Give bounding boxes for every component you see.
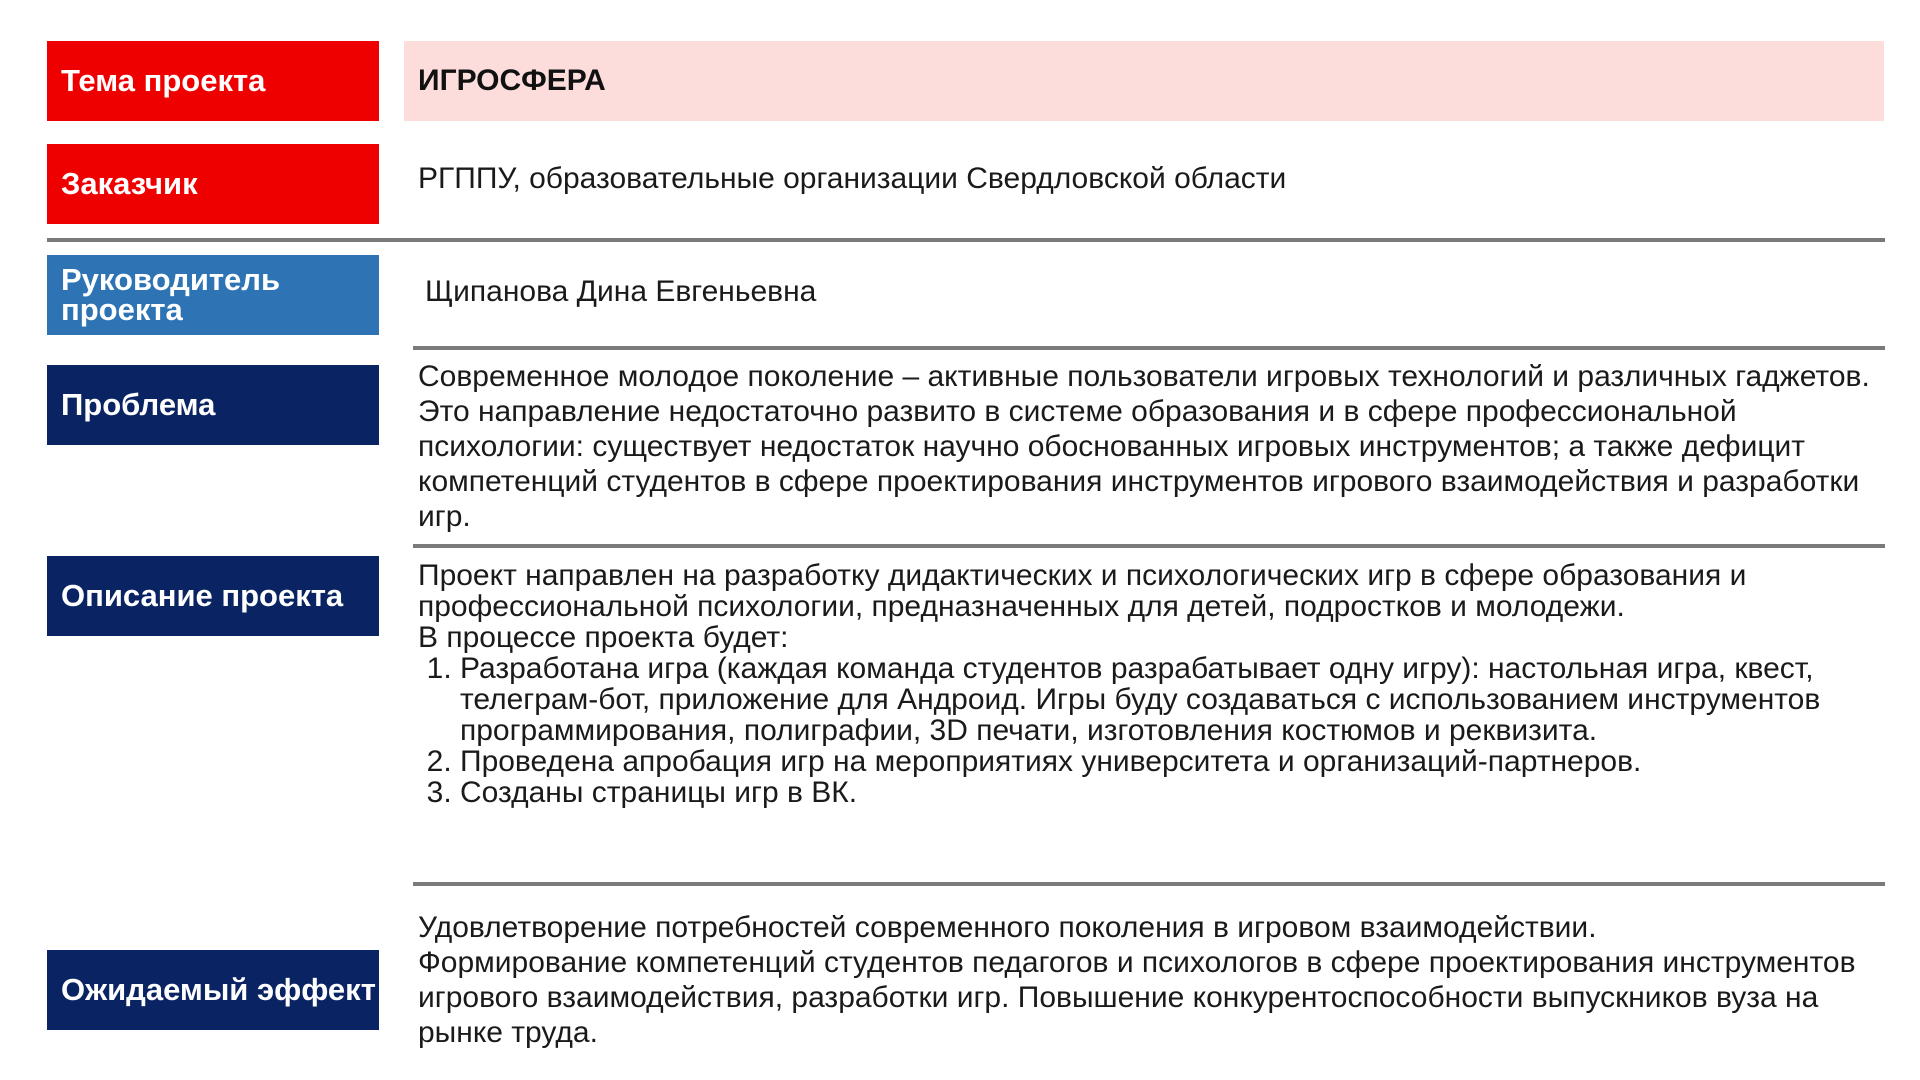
description-process: В процессе проекта будет: xyxy=(418,621,789,654)
project-title: ИГРОСФЕРА xyxy=(404,41,1884,121)
problem-paragraph: Современное молодое поколение – активные пользователи игровых технологий и различных гаджетов. Это направление недостаточно развито в системе образования и в сфере профессиональной психологии: существует недостаток научно обоснованных игровых инструментов; а также дефицит компетенций студентов в сфере проектирования инструментов игрового взаимодействия и разработки игр. xyxy=(418,360,1870,533)
description-list xyxy=(418,653,1888,808)
description-intro: Проект направлен на разработку дидактических и психологических игр в сфере образования и профессиональной психологии, предназначенных для детей, подростков и молодежи. xyxy=(418,559,1747,623)
description-text xyxy=(418,560,1888,808)
leader-value: Щипанова Дина Евгеньевна xyxy=(425,275,817,308)
divider xyxy=(413,544,1885,548)
leader-label: Руководитель проекта xyxy=(47,255,379,335)
effect-line-2: Формирование компетенций студентов педагогов и психологов в сфере проектирования инструментов игрового взаимодействия, разработки игр. Повышение конкурентоспособности выпускников вуза на рынке труда. xyxy=(418,946,1856,1049)
topic-label: Тема проекта xyxy=(47,41,379,121)
effect-label: Ожидаемый эффект xyxy=(47,950,379,1030)
description-label: Описание проекта xyxy=(47,556,379,636)
list-item: 1. Разработана игра (каждая команда студентов разрабатывает одну игру): настольная игра, квест, телеграм-бот, приложение для Андроид. Игры буду создаваться с использованием инструментов программирования, полиграфии, 3D печати, изготовления костюмов и реквизита. xyxy=(460,653,1888,746)
customer-label: Заказчик xyxy=(47,144,379,224)
divider xyxy=(413,346,1885,350)
divider xyxy=(47,238,1885,242)
effect-line-1: Удовлетворение потребностей современного поколения в игровом взаимодействии. xyxy=(418,911,1597,944)
problem-label: Проблема xyxy=(47,365,379,445)
effect-text xyxy=(418,910,1888,1050)
divider xyxy=(413,882,1885,886)
list-item: 2. Проведена апробация игр на мероприятиях университета и организаций-партнеров. xyxy=(460,746,1888,777)
customer-value: РГППУ, образовательные организации Свердловской области xyxy=(418,162,1287,195)
problem-text xyxy=(418,359,1878,534)
list-item: 3. Созданы страницы игр в ВК. xyxy=(460,777,1888,808)
